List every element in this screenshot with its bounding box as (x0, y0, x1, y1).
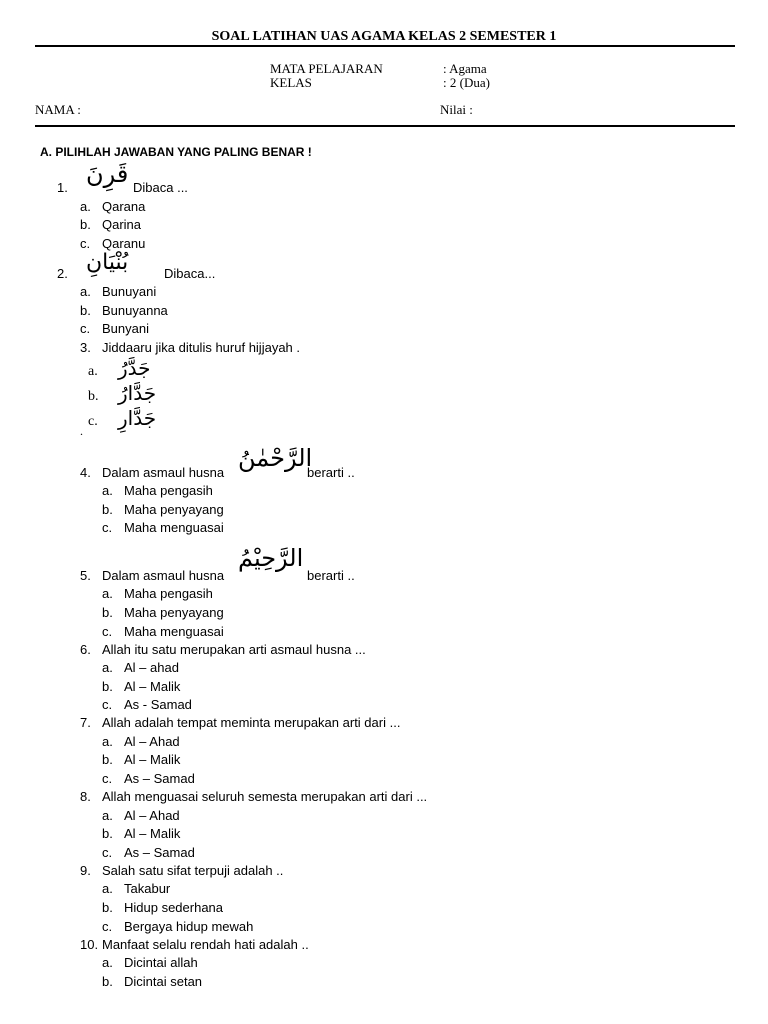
q7-c-letter: c. (102, 771, 113, 786)
q8-number: 8. (80, 789, 91, 804)
q9-text: Salah satu sifat terpuji adalah .. (102, 863, 284, 878)
q7-option-a: Al – Ahad (124, 734, 180, 749)
q1-b-letter: b. (80, 217, 91, 232)
q9-option-b: Hidup sederhana (124, 900, 224, 915)
q3-a-letter: a. (88, 364, 98, 379)
q8-text: Allah menguasai seluruh semesta merupakan arti dari ... (102, 789, 428, 804)
q3-c-letter: c. (88, 414, 98, 429)
q10-number: 10. (80, 937, 99, 952)
q9-a-letter: a. (102, 881, 113, 896)
mapel-label: MATA PELAJARAN (270, 61, 383, 76)
q9-option-c: Bergaya hidup mewah (124, 919, 254, 934)
q4-arabic: الرَّحْمٰنُ (238, 444, 313, 472)
q8-option-b: Al – Malik (124, 826, 181, 841)
q5-option-b: Maha penyayang (124, 605, 224, 620)
q3-b-letter: b. (88, 389, 99, 404)
nilai-label: Nilai : (440, 102, 473, 117)
q9-c-letter: c. (102, 919, 113, 934)
q7-option-c: As – Samad (124, 771, 195, 786)
q5-arabic: الرَّحِيْمُ (238, 544, 304, 572)
mapel-value: : Agama (443, 61, 487, 76)
q7-a-letter: a. (102, 734, 113, 749)
q3-option-c: جَدَّارِ (118, 406, 157, 430)
q10-text: Manfaat selalu rendah hati adalah .. (102, 937, 309, 952)
q2-b-letter: b. (80, 303, 91, 318)
q5-text: Dalam asmaul husna (102, 568, 225, 583)
q1-c-letter: c. (80, 236, 91, 251)
q6-b-letter: b. (102, 679, 113, 694)
q9-b-letter: b. (102, 900, 113, 915)
q10-b-letter: b. (102, 974, 113, 989)
q3-option-a: جَدَّرُ (118, 356, 151, 380)
nama-label: NAMA : (35, 102, 81, 117)
q2-option-c: Bunyani (102, 321, 149, 336)
q4-c-letter: c. (102, 520, 113, 535)
q5-b-letter: b. (102, 605, 113, 620)
q1-option-b: Qarina (102, 217, 142, 232)
q2-arabic: بُنْيَانِ (86, 250, 129, 275)
q8-a-letter: a. (102, 808, 113, 823)
q5-suffix: berarti .. (307, 568, 355, 583)
page-title: SOAL LATIHAN UAS AGAMA KELAS 2 SEMESTER 1 (211, 29, 557, 44)
q6-c-letter: c. (102, 697, 113, 712)
q3-option-b: جَدَّارُ (118, 381, 157, 405)
q5-c-letter: c. (102, 624, 113, 639)
q4-suffix: berarti .. (307, 465, 355, 480)
q6-option-b: Al – Malik (124, 679, 181, 694)
q2-number: 2. (57, 266, 68, 281)
q7-number: 7. (80, 715, 91, 730)
q4-option-b: Maha penyayang (124, 502, 224, 517)
q2-c-letter: c. (80, 321, 91, 336)
q4-option-c: Maha menguasai (124, 520, 224, 535)
q1-arabic: قَرِنَ (86, 160, 129, 188)
q6-option-c: As - Samad (124, 697, 192, 712)
q10-a-letter: a. (102, 955, 113, 970)
q4-b-letter: b. (102, 502, 113, 517)
q1-number: 1. (57, 180, 68, 195)
q3-number: 3. (80, 340, 91, 355)
q2-a-letter: a. (80, 284, 91, 299)
q1-option-a: Qarana (102, 199, 146, 214)
q4-number: 4. (80, 465, 91, 480)
q6-text: Allah itu satu merupakan arti asmaul husna ... (102, 642, 366, 657)
q8-option-c: As – Samad (124, 845, 195, 860)
q8-c-letter: c. (102, 845, 113, 860)
q2-option-b: Bunuyanna (102, 303, 168, 318)
q7-text: Allah adalah tempat meminta merupakan arti dari ... (102, 715, 401, 730)
q5-option-a: Maha pengasih (124, 586, 213, 601)
q3-stray-dot: . (80, 424, 83, 438)
q4-text: Dalam asmaul husna (102, 465, 225, 480)
q2-text: Dibaca... (164, 266, 216, 281)
q10-option-a: Dicintai allah (124, 955, 198, 970)
q4-a-letter: a. (102, 483, 113, 498)
q6-a-letter: a. (102, 660, 113, 675)
q10-option-b: Dicintai setan (124, 974, 203, 989)
q6-option-a: Al – ahad (124, 660, 179, 675)
q6-number: 6. (80, 642, 91, 657)
q9-number: 9. (80, 863, 91, 878)
q9-option-a: Takabur (124, 881, 171, 896)
q8-b-letter: b. (102, 826, 113, 841)
q4-option-a: Maha pengasih (124, 483, 213, 498)
kelas-value: : 2 (Dua) (443, 75, 490, 90)
q7-b-letter: b. (102, 752, 113, 767)
section-heading: A. PILIHLAH JAWABAN YANG PALING BENAR ! (40, 145, 312, 159)
q2-option-a: Bunuyani (102, 284, 157, 299)
header-rule-bottom (35, 125, 735, 127)
q1-a-letter: a. (80, 199, 91, 214)
q1-text: Dibaca ... (133, 180, 188, 195)
kelas-label: KELAS (270, 75, 312, 90)
q5-a-letter: a. (102, 586, 113, 601)
q7-option-b: Al – Malik (124, 752, 181, 767)
q8-option-a: Al – Ahad (124, 808, 180, 823)
q5-number: 5. (80, 568, 91, 583)
q3-text: Jiddaaru jika ditulis huruf hijjayah . (102, 340, 300, 355)
q1-option-c: Qaranu (102, 236, 146, 251)
q5-option-c: Maha menguasai (124, 624, 224, 639)
header-rule-top (35, 45, 735, 47)
